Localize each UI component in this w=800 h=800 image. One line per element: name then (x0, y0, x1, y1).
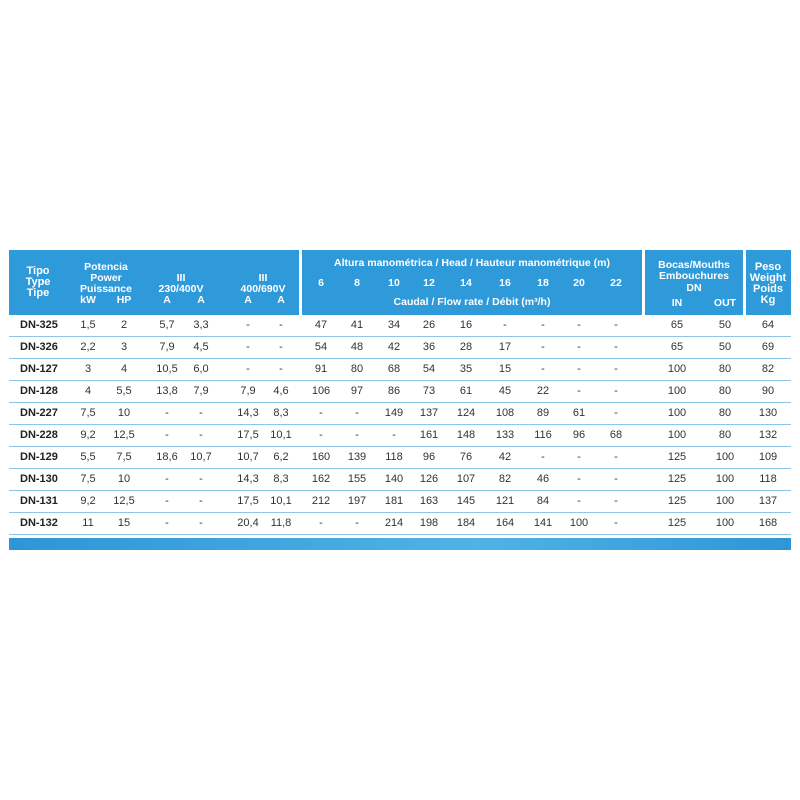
value-cell: 5,5 (116, 385, 132, 397)
header-head-value: 12 (423, 277, 435, 289)
value-cell: 34 (387, 319, 401, 331)
value-cell: - (577, 451, 581, 463)
value-cell: - (614, 319, 618, 331)
value-cell: 50 (718, 319, 732, 331)
header-amp: A (277, 294, 285, 306)
value-cell: 9,2 (80, 429, 96, 441)
value-cell: 163 (419, 495, 439, 507)
value-cell: 17,5 (237, 495, 259, 507)
header-hp: HP (116, 294, 132, 306)
value-cell: 76 (459, 451, 473, 463)
value-cell: 100 (667, 407, 687, 419)
value-cell: 181 (384, 495, 404, 507)
value-cell: 47 (314, 319, 328, 331)
value-cell: 118 (385, 451, 403, 463)
value-cell: 9,2 (80, 495, 96, 507)
value-cell: 82 (761, 363, 775, 375)
value-cell: - (577, 363, 581, 375)
value-cell: - (199, 517, 203, 529)
table-row (9, 425, 791, 447)
value-cell: - (614, 495, 618, 507)
value-cell: 109 (758, 451, 778, 463)
value-cell: 7,5 (116, 451, 132, 463)
model-cell: DN-128 (20, 385, 58, 397)
value-cell: 10,1 (270, 495, 292, 507)
value-cell: - (503, 319, 507, 331)
value-cell: 125 (667, 473, 687, 485)
value-cell: 80 (718, 385, 732, 397)
value-cell: 61 (459, 385, 473, 397)
value-cell: 17,5 (237, 429, 259, 441)
value-cell: 197 (347, 495, 367, 507)
value-cell: - (541, 319, 545, 331)
header-amp: A (197, 294, 205, 306)
value-cell: 126 (419, 473, 439, 485)
value-cell: - (614, 341, 618, 353)
value-cell: 133 (495, 429, 515, 441)
header-kw: kW (80, 294, 96, 306)
value-cell: 100 (715, 473, 735, 485)
value-cell: 80 (718, 429, 732, 441)
header-head-value: 10 (388, 277, 400, 289)
value-cell: 100 (667, 363, 687, 375)
value-cell: - (199, 429, 203, 441)
value-cell: 125 (667, 517, 687, 529)
value-cell: - (614, 473, 618, 485)
value-cell: 54 (314, 341, 328, 353)
model-cell: DN-127 (20, 363, 58, 375)
header-potencia-es: Potencia (84, 261, 128, 273)
value-cell: 168 (758, 517, 778, 529)
value-cell: 184 (456, 517, 476, 529)
header-head-value: 6 (318, 277, 324, 289)
value-cell: 118 (759, 473, 777, 485)
table-row (9, 315, 791, 337)
value-cell: 139 (347, 451, 367, 463)
header-out: OUT (713, 297, 737, 309)
value-cell: 161 (419, 429, 439, 441)
header-block-mouths (645, 250, 743, 315)
value-cell: 65 (670, 319, 684, 331)
value-cell: 50 (718, 341, 732, 353)
value-cell: 100 (715, 517, 735, 529)
value-cell: 12,5 (113, 429, 135, 441)
value-cell: 22 (536, 385, 550, 397)
header-in: IN (671, 297, 683, 309)
value-cell: 4 (84, 385, 92, 397)
header-dn: DN (686, 282, 702, 294)
value-cell: - (279, 319, 283, 331)
value-cell: 96 (422, 451, 436, 463)
value-cell: 137 (758, 495, 778, 507)
value-cell: 15 (117, 517, 131, 529)
header-bocas: Bocas/Mouths (658, 259, 730, 271)
value-cell: 14,3 (237, 473, 259, 485)
table-row (9, 359, 791, 381)
value-cell: 14,3 (237, 407, 259, 419)
value-cell: - (541, 451, 545, 463)
value-cell: 8,3 (273, 407, 289, 419)
value-cell: 100 (667, 429, 687, 441)
value-cell: - (355, 517, 359, 529)
value-cell: 10,5 (156, 363, 178, 375)
value-cell: 125 (667, 451, 687, 463)
value-cell: 28 (459, 341, 473, 353)
header-head-value: 16 (499, 277, 511, 289)
header-poids: Poids (753, 283, 783, 295)
value-cell: - (199, 495, 203, 507)
value-cell: - (355, 429, 359, 441)
header-block-performance (302, 250, 642, 315)
value-cell: 42 (387, 341, 401, 353)
value-cell: - (165, 407, 169, 419)
header-weight: Weight (749, 272, 787, 284)
value-cell: 10,7 (190, 451, 212, 463)
value-cell: 11 (82, 517, 94, 529)
value-cell: - (577, 495, 581, 507)
model-cell: DN-228 (20, 429, 58, 441)
value-cell: 4,6 (273, 385, 289, 397)
value-cell: 155 (347, 473, 367, 485)
value-cell: - (199, 407, 203, 419)
value-cell: - (246, 341, 250, 353)
table-header (9, 250, 791, 315)
value-cell: 41 (350, 319, 364, 331)
value-cell: 91 (314, 363, 328, 375)
value-cell: 137 (419, 407, 439, 419)
value-cell: 3,3 (193, 319, 209, 331)
value-cell: 26 (422, 319, 436, 331)
model-cell: DN-132 (20, 517, 58, 529)
value-cell: 130 (758, 407, 778, 419)
value-cell: 10,7 (237, 451, 259, 463)
value-cell: - (614, 407, 618, 419)
value-cell: 148 (456, 429, 476, 441)
header-head-value: 14 (460, 277, 472, 289)
value-cell: 214 (384, 517, 404, 529)
value-cell: 5,7 (159, 319, 175, 331)
value-cell: 164 (495, 517, 515, 529)
table-row (9, 447, 791, 469)
header-block-weight (746, 250, 791, 315)
value-cell: 80 (718, 407, 732, 419)
header-peso: Peso (754, 261, 782, 273)
value-cell: - (246, 363, 250, 375)
header-amp: A (244, 294, 252, 306)
model-cell: DN-131 (20, 495, 58, 507)
value-cell: 100 (715, 451, 735, 463)
value-cell: 7,5 (80, 473, 96, 485)
value-cell: 3 (120, 341, 128, 353)
value-cell: - (165, 473, 169, 485)
value-cell: 7,5 (80, 407, 96, 419)
value-cell: - (614, 385, 618, 397)
value-cell: 4,5 (193, 341, 209, 353)
value-cell: 10 (117, 407, 131, 419)
value-cell: 149 (384, 407, 404, 419)
value-cell: 42 (498, 451, 512, 463)
value-cell: - (319, 407, 323, 419)
value-cell: 35 (459, 363, 473, 375)
value-cell: - (577, 341, 581, 353)
header-three-phase-2-symbol: III (258, 272, 268, 284)
header-head-value: 18 (537, 277, 549, 289)
value-cell: 11,8 (270, 517, 292, 529)
pump-spec-table (9, 250, 791, 550)
table-row (9, 403, 791, 425)
value-cell: 1,5 (80, 319, 96, 331)
table-row (9, 491, 791, 513)
header-tipo-en: Type (25, 276, 51, 288)
header-block-specs (9, 250, 299, 315)
value-cell: - (577, 385, 581, 397)
value-cell: 10,1 (270, 429, 292, 441)
value-cell: - (614, 517, 618, 529)
header-tipo-fr: Tipe (26, 287, 50, 299)
value-cell: - (279, 363, 283, 375)
value-cell: - (165, 429, 169, 441)
value-cell: 54 (422, 363, 436, 375)
value-cell: 69 (761, 341, 775, 353)
footer-bar (9, 538, 791, 550)
value-cell: 108 (495, 407, 515, 419)
value-cell: 2,2 (80, 341, 96, 353)
header-embouchures: Embouchures (658, 270, 730, 282)
value-cell: 73 (422, 385, 436, 397)
value-cell: 132 (758, 429, 778, 441)
value-cell: 212 (311, 495, 331, 507)
value-cell: - (541, 341, 545, 353)
value-cell: 121 (495, 495, 515, 507)
value-cell: - (577, 319, 581, 331)
value-cell: 125 (667, 495, 687, 507)
value-cell: 65 (670, 341, 684, 353)
value-cell: 16 (459, 319, 473, 331)
value-cell: - (246, 319, 250, 331)
header-tipo-es: Tipo (26, 265, 50, 277)
value-cell: 124 (456, 407, 476, 419)
table-row (9, 337, 791, 359)
header-head-value: 20 (573, 277, 585, 289)
value-cell: 4 (120, 363, 128, 375)
value-cell: - (319, 429, 323, 441)
header-caudal: Caudal / Flow rate / Débit (m³/h) (393, 296, 551, 308)
value-cell: 89 (536, 407, 550, 419)
table-body (9, 315, 791, 535)
value-cell: 3 (84, 363, 92, 375)
value-cell: 5,5 (80, 451, 96, 463)
table-row (9, 513, 791, 535)
value-cell: 100 (569, 517, 589, 529)
value-cell: 6,0 (193, 363, 209, 375)
value-cell: 6,2 (273, 451, 289, 463)
value-cell: 18,6 (156, 451, 178, 463)
value-cell: - (199, 473, 203, 485)
value-cell: - (577, 473, 581, 485)
value-cell: 84 (536, 495, 550, 507)
value-cell: 48 (350, 341, 364, 353)
value-cell: 80 (718, 363, 732, 375)
value-cell: - (355, 407, 359, 419)
value-cell: 7,9 (159, 341, 175, 353)
value-cell: 68 (387, 363, 401, 375)
value-cell: 46 (536, 473, 550, 485)
value-cell: 100 (715, 495, 735, 507)
value-cell: 97 (350, 385, 364, 397)
header-potencia-en: Power (90, 272, 122, 284)
value-cell: 7,9 (193, 385, 209, 397)
value-cell: 61 (572, 407, 586, 419)
model-cell: DN-326 (20, 341, 58, 353)
value-cell: - (614, 363, 618, 375)
value-cell: - (165, 517, 169, 529)
value-cell: 90 (761, 385, 775, 397)
value-cell: 82 (498, 473, 512, 485)
value-cell: 7,9 (240, 385, 256, 397)
header-three-phase-1-voltage: 230/400V (158, 283, 204, 295)
value-cell: 45 (498, 385, 512, 397)
header-three-phase-2-voltage: 400/690V (240, 283, 286, 295)
value-cell: - (319, 517, 323, 529)
value-cell: 162 (311, 473, 331, 485)
value-cell: - (541, 363, 545, 375)
value-cell: 116 (534, 429, 552, 441)
value-cell: 100 (667, 385, 687, 397)
value-cell: 15 (498, 363, 512, 375)
value-cell: 10 (117, 473, 131, 485)
value-cell: 64 (761, 319, 775, 331)
header-amp: A (163, 294, 171, 306)
value-cell: 86 (387, 385, 401, 397)
value-cell: 2 (120, 319, 128, 331)
header-head-value: 8 (354, 277, 360, 289)
table-row (9, 381, 791, 403)
header-kg: Kg (760, 294, 776, 306)
value-cell: 198 (419, 517, 439, 529)
model-cell: DN-130 (20, 473, 58, 485)
value-cell: 160 (311, 451, 331, 463)
model-cell: DN-129 (20, 451, 58, 463)
value-cell: 140 (384, 473, 404, 485)
header-altura: Altura manométrica / Head / Hauteur manométrique (m) (334, 257, 610, 269)
header-head-value: 22 (610, 277, 622, 289)
value-cell: 107 (456, 473, 476, 485)
value-cell: 145 (456, 495, 476, 507)
value-cell: 12,5 (113, 495, 135, 507)
value-cell: - (392, 429, 396, 441)
value-cell: - (279, 341, 283, 353)
value-cell: 68 (609, 429, 623, 441)
value-cell: 20,4 (237, 517, 259, 529)
table-row (9, 469, 791, 491)
model-cell: DN-227 (20, 407, 58, 419)
value-cell: 13,8 (156, 385, 178, 397)
value-cell: 17 (498, 341, 512, 353)
value-cell: 106 (311, 385, 331, 397)
header-three-phase-1-symbol: III (176, 272, 186, 284)
value-cell: 80 (350, 363, 364, 375)
value-cell: 8,3 (273, 473, 289, 485)
value-cell: 96 (572, 429, 586, 441)
value-cell: 141 (533, 517, 553, 529)
value-cell: - (165, 495, 169, 507)
model-cell: DN-325 (20, 319, 58, 331)
value-cell: - (614, 451, 618, 463)
value-cell: 36 (422, 341, 436, 353)
header-potencia-fr: Puissance (80, 283, 132, 295)
